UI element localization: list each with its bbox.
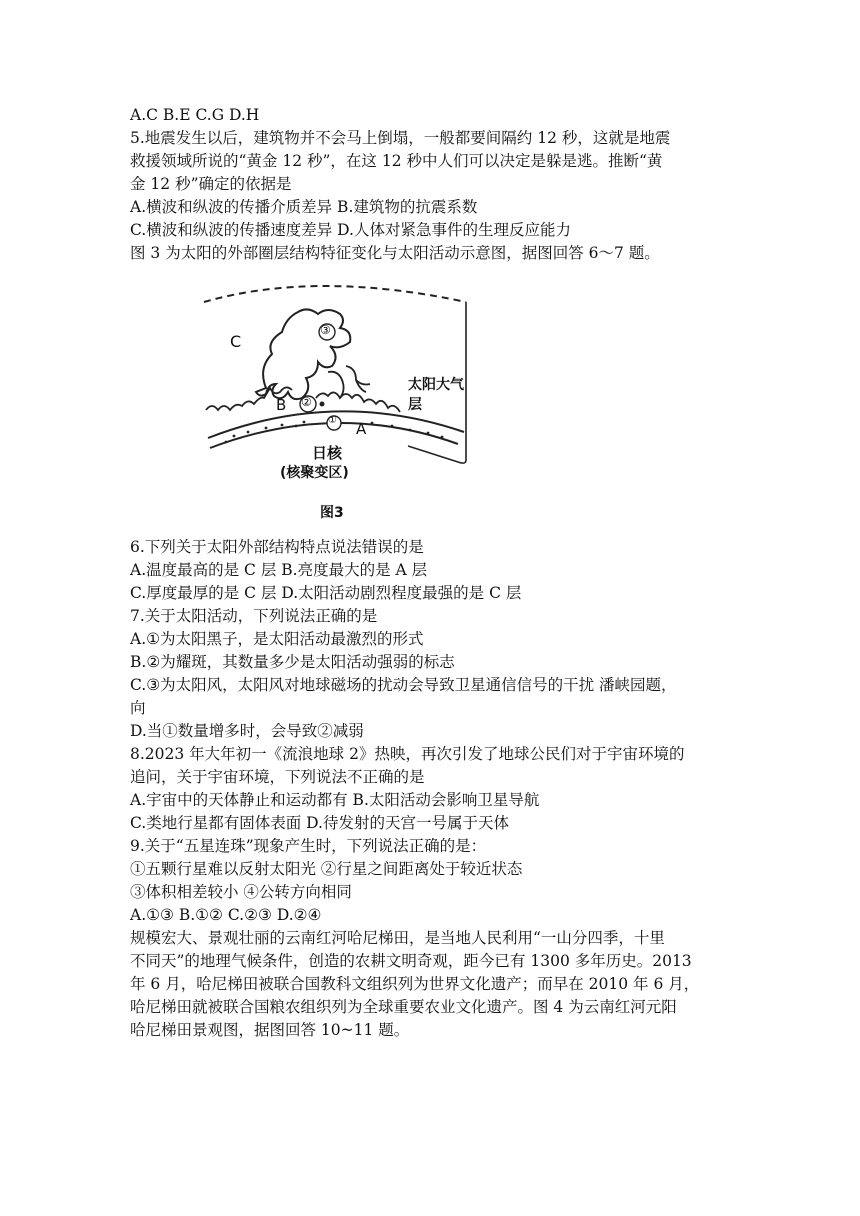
q9-stem: 9.关于“五星连珠”现象产生时，下列说法正确的是： bbox=[130, 837, 487, 855]
marker-2-dot bbox=[320, 402, 325, 407]
q7-option-d: D.当①数量增多时，会导致②减弱 bbox=[130, 722, 364, 740]
q5-options-cd: C.横波和纵波的传播速度差异 D.人体对紧急事件的生理反应能力 bbox=[130, 221, 571, 239]
passage-line-3: 年 6 月，哈尼梯田被联合国教科文组织列为世界文化遗产；而早在 2010 年 6 月， bbox=[130, 975, 700, 993]
q7-option-c-wrap: 向 bbox=[130, 699, 146, 717]
marker-1-label: ① bbox=[328, 415, 337, 426]
q6-options-ab: A.温度最高的是 C 层 B.亮度最大的是 A 层 bbox=[130, 561, 428, 579]
layer-a-label: A bbox=[356, 420, 367, 438]
figure-caption: 图3 bbox=[320, 505, 344, 521]
core-label: 日核 bbox=[312, 444, 343, 462]
layer-c-label: C bbox=[230, 332, 242, 351]
marker-3-label: ③ bbox=[320, 323, 331, 337]
core-subtitle: (核聚变区) bbox=[280, 465, 349, 481]
q9-statements-1: ①五颗行星难以反射太阳光 ②行星之间距离处于较近状态 bbox=[130, 860, 523, 878]
q8-options-ab: A.宇宙中的天体静止和运动都有 B.太阳活动会影响卫星导航 bbox=[130, 791, 540, 809]
q8-stem-line-2: 追问，关于宇宙环境，下列说法不正确的是 bbox=[130, 768, 425, 786]
q9-statements-2: ③体积相差较小 ④公转方向相同 bbox=[130, 883, 352, 901]
q7-option-a: A.①为太阳黑子，是太阳活动最激烈的形式 bbox=[130, 630, 424, 648]
solar-atmosphere-label: 太阳大气层 bbox=[408, 377, 464, 413]
passage-line-1: 规模宏大、景观壮丽的云南红河哈尼梯田，是当地人民利用“一山分四季，十里 bbox=[130, 929, 665, 947]
q9-options: A.①③ B.①② C.②③ D.②④ bbox=[130, 906, 322, 924]
q8-stem-line-1: 8.2023 年大年初一《流浪地球 2》热映，再次引发了地球公民们对于宇宙环境的 bbox=[130, 745, 685, 763]
sun-structure-figure bbox=[196, 280, 476, 520]
figure3-intro: 图 3 为太阳的外部圈层结构特征变化与太阳活动示意图，据图回答 6～7 题。 bbox=[130, 244, 660, 262]
q4-options: A.C B.E C.G D.H bbox=[130, 106, 260, 124]
q7-stem: 7.关于太阳活动，下列说法正确的是 bbox=[130, 607, 378, 625]
passage-line-5: 哈尼梯田景观图，据图回答 10~11 题。 bbox=[130, 1021, 410, 1039]
q7-option-b: B.②为耀斑，其数量多少是太阳活动强弱的标志 bbox=[130, 653, 455, 671]
q7-option-c: C.③为太阳风，太阳风对地球磁场的扰动会导致卫星通信信号的干扰 潘峡园题， bbox=[130, 676, 677, 694]
q5-options-ab: A.横波和纵波的传播介质差异 B.建筑物的抗震系数 bbox=[130, 198, 478, 216]
layer-b-label: B bbox=[276, 396, 287, 414]
marker-2-label: ② bbox=[301, 395, 312, 409]
outer-dashed-boundary bbox=[204, 286, 466, 302]
passage-line-4: 哈尼梯田就被联合国粮农组织列为全球重要农业文化遗产。图 4 为云南红河元阳 bbox=[130, 998, 677, 1016]
q8-options-cd: C.类地行星都有固体表面 D.待发射的天宫一号属于天体 bbox=[130, 814, 509, 832]
passage-line-2: 不同天”的地理气候条件，创造的农耕文明奇观，距今已有 1300 多年历史。2013 bbox=[130, 952, 692, 970]
prominence-shape bbox=[256, 309, 350, 399]
q5-stem-line-1: 5.地震发生以后，建筑物并不会马上倒塌，一般都要间隔约 12 秒，这就是地震 bbox=[130, 129, 671, 147]
q6-stem: 6.下列关于太阳外部结构特点说法错误的是 bbox=[130, 538, 424, 556]
q5-stem-line-2: 救援领域所说的“黄金 12 秒”，在这 12 秒中人们可以决定是躲是逃。推断“黄 bbox=[130, 152, 663, 170]
q5-stem-line-3: 金 12 秒”确定的依据是 bbox=[130, 175, 292, 193]
q6-options-cd: C.厚度最厚的是 C 层 D.太阳活动剧烈程度最强的是 C 层 bbox=[130, 584, 522, 602]
